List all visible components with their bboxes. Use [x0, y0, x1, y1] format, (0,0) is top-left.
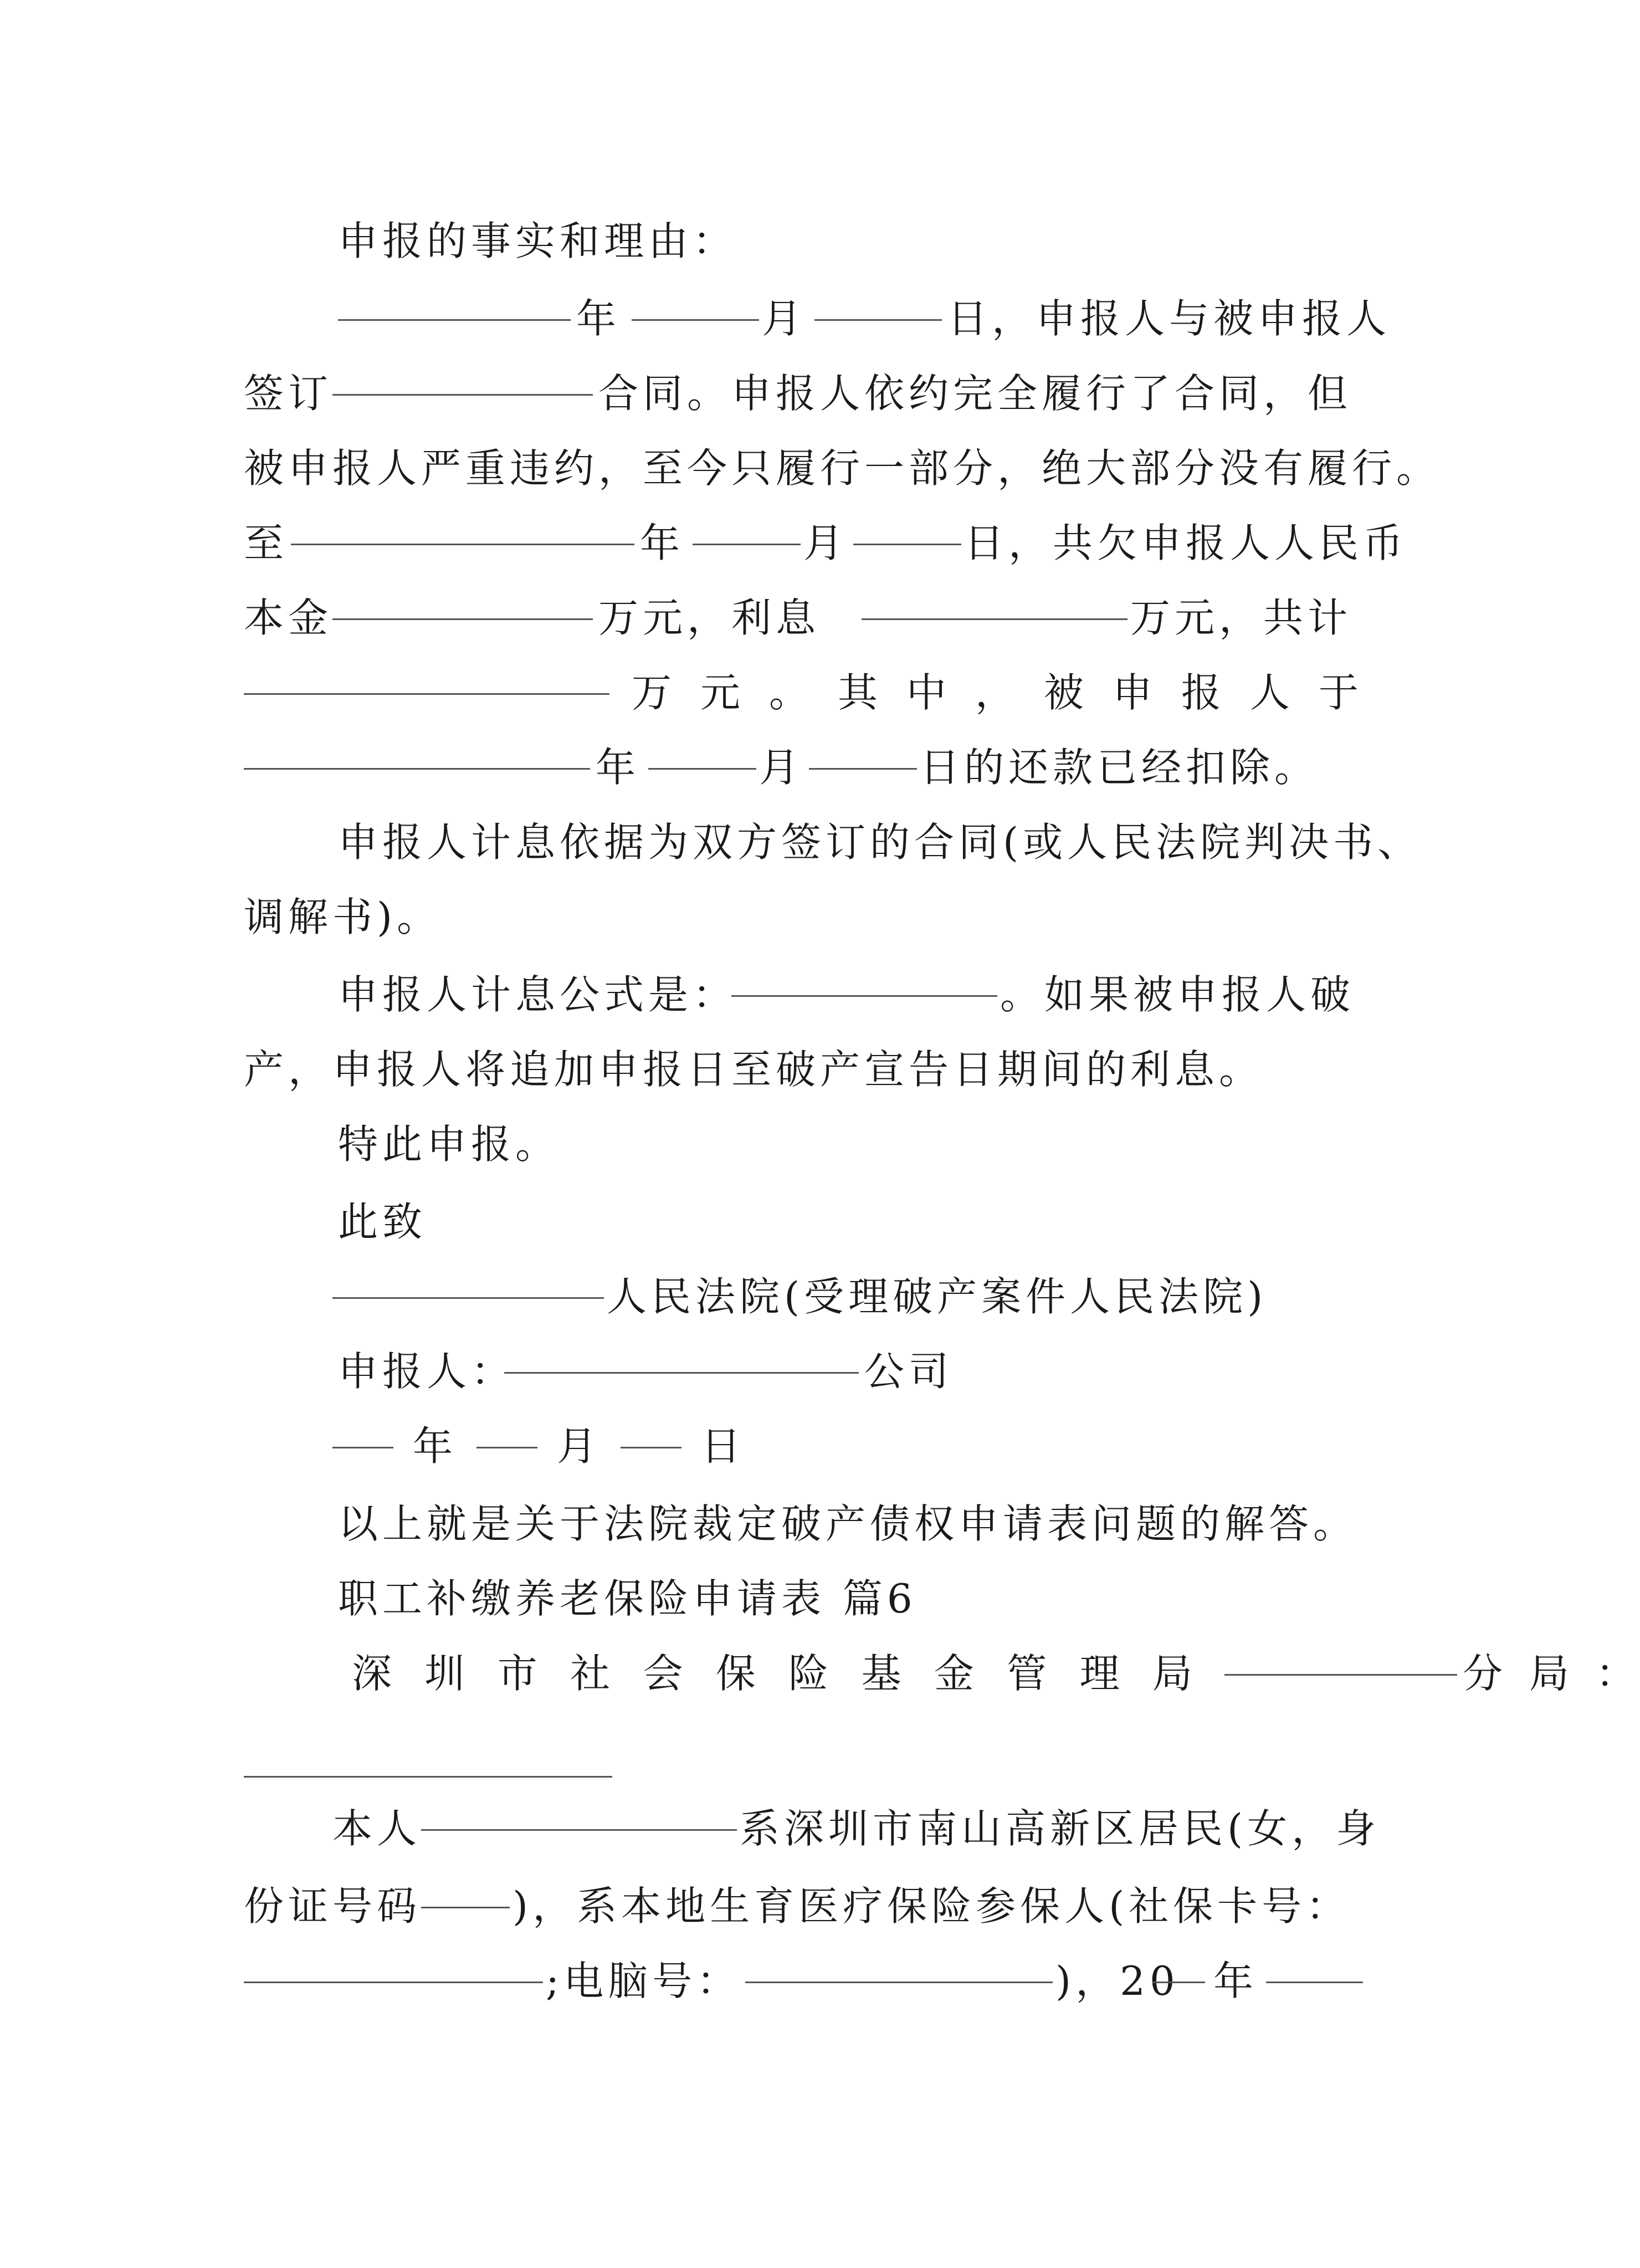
text: 份证号码 — [244, 1883, 422, 1929]
text: 申报人： — [338, 1348, 516, 1395]
blank-field — [1152, 1950, 1205, 1983]
text: 日，申报人与被申报人 — [947, 295, 1391, 342]
blank-field — [1224, 1643, 1457, 1676]
blank-field — [632, 288, 759, 321]
text: )，20 — [1055, 1958, 1180, 2004]
text: ;电脑号： — [546, 1958, 741, 2004]
text: 调解书)。 — [244, 894, 442, 940]
blank-field — [853, 513, 961, 545]
text: 申报人计息依据为双方签订的合同(或人民法院判决书、 — [338, 819, 1422, 866]
text: 。如果被申报人破 — [1000, 971, 1355, 1018]
date-line — [244, 513, 1408, 574]
text: 本金 — [244, 595, 333, 641]
blank-field — [1266, 1950, 1363, 1983]
text: 职工补缴养老保险申请表 篇6 — [338, 1575, 917, 1622]
text: 万元，共计 — [1130, 595, 1352, 641]
blank-field — [476, 1416, 537, 1448]
justified-text: 分 局 ： — [1463, 1650, 1640, 1697]
blank-field — [291, 513, 634, 545]
text: 产，申报人将追加申报日至破产宣告日期间的利息。 — [244, 1046, 1264, 1093]
blank-field — [244, 662, 609, 695]
text-line — [244, 887, 1363, 948]
text: 月 — [762, 295, 807, 342]
text: 月 — [759, 744, 804, 791]
date-line — [244, 737, 1363, 798]
blank-field — [814, 288, 942, 321]
section-heading-facts — [244, 211, 1363, 272]
text: 申报人计息公式是： — [338, 971, 737, 1018]
text: 月 — [557, 1423, 602, 1470]
blank-field — [338, 288, 571, 321]
date-line — [244, 1416, 1363, 1477]
text: 合同。申报人依约完全履行了合同，但 — [598, 370, 1352, 417]
text: 签订 — [244, 370, 333, 417]
blank-field — [745, 1950, 1053, 1983]
salutation — [244, 1191, 1363, 1252]
blank-field — [809, 737, 917, 770]
text: 日 — [701, 1423, 746, 1470]
card-number-line — [244, 1950, 1363, 2011]
blank-rule — [244, 1776, 612, 1778]
text: 年 — [640, 520, 685, 566]
text: 万元，利息 — [598, 595, 821, 641]
text: 系深圳市南山高新区居民(女，身 — [740, 1805, 1381, 1852]
blank-field — [332, 363, 593, 396]
blank-field — [244, 1950, 543, 1983]
blank-field — [693, 513, 801, 545]
text: 申报的事实和理由： — [338, 218, 737, 264]
text: 此致 — [338, 1199, 427, 1245]
blank-field — [332, 587, 593, 620]
text: 日，共欠申报人人民币 — [964, 520, 1408, 566]
addressee-line — [244, 1643, 1640, 1704]
text: 人民法院(受理破产案件人民法院) — [607, 1273, 1268, 1320]
text: 日的还款已经扣除。 — [920, 744, 1319, 791]
blank-field — [504, 1341, 859, 1374]
justified-text: 深 圳 市 社 会 保 险 基 金 管 理 局 — [352, 1650, 1197, 1697]
section-title — [244, 1568, 1363, 1629]
text: 以上就是关于法院裁定破产债权申请表问题的解答。 — [338, 1501, 1358, 1547]
text: 本人 — [332, 1805, 422, 1852]
amount-line — [244, 587, 1363, 648]
applicant-line — [244, 1341, 1363, 1402]
text: 至 — [244, 520, 289, 566]
applicant-info-line — [244, 1798, 1381, 1859]
text: 被申报人严重违约，至今只履行一部分，绝大部分没有履行。 — [244, 445, 1441, 492]
blank-field — [332, 1266, 604, 1299]
blank-field — [244, 737, 590, 770]
text-line — [244, 438, 1441, 499]
text: 月 — [803, 520, 848, 566]
blank-field — [421, 1876, 510, 1908]
text: 特此申报。 — [338, 1121, 560, 1168]
text: 公司 — [864, 1348, 954, 1395]
text: )，系本地生育医疗保险参保人(社保卡号： — [512, 1883, 1351, 1929]
text: 年 — [1213, 1958, 1258, 2004]
blank-field — [332, 1416, 393, 1448]
blank-field — [621, 1416, 681, 1448]
contract-line — [244, 363, 1363, 424]
date-line — [244, 288, 1391, 349]
text-line — [244, 1114, 1363, 1175]
text-line — [244, 1493, 1363, 1554]
blank-field — [421, 1798, 737, 1831]
text-line — [244, 812, 1422, 873]
text: 年 — [413, 1423, 458, 1470]
blank-field — [862, 587, 1128, 620]
blank-field — [648, 737, 756, 770]
court-line — [244, 1266, 1363, 1327]
blank-field — [731, 964, 997, 997]
text-line — [244, 1039, 1363, 1100]
justified-line — [244, 662, 1363, 723]
justified-text: 万 元 。 其 中 ， 被 申 报 人 于 — [632, 669, 1363, 716]
formula-line — [244, 964, 1363, 1025]
text: 年 — [596, 744, 640, 791]
id-line — [244, 1876, 1363, 1937]
text: 年 — [576, 295, 621, 342]
